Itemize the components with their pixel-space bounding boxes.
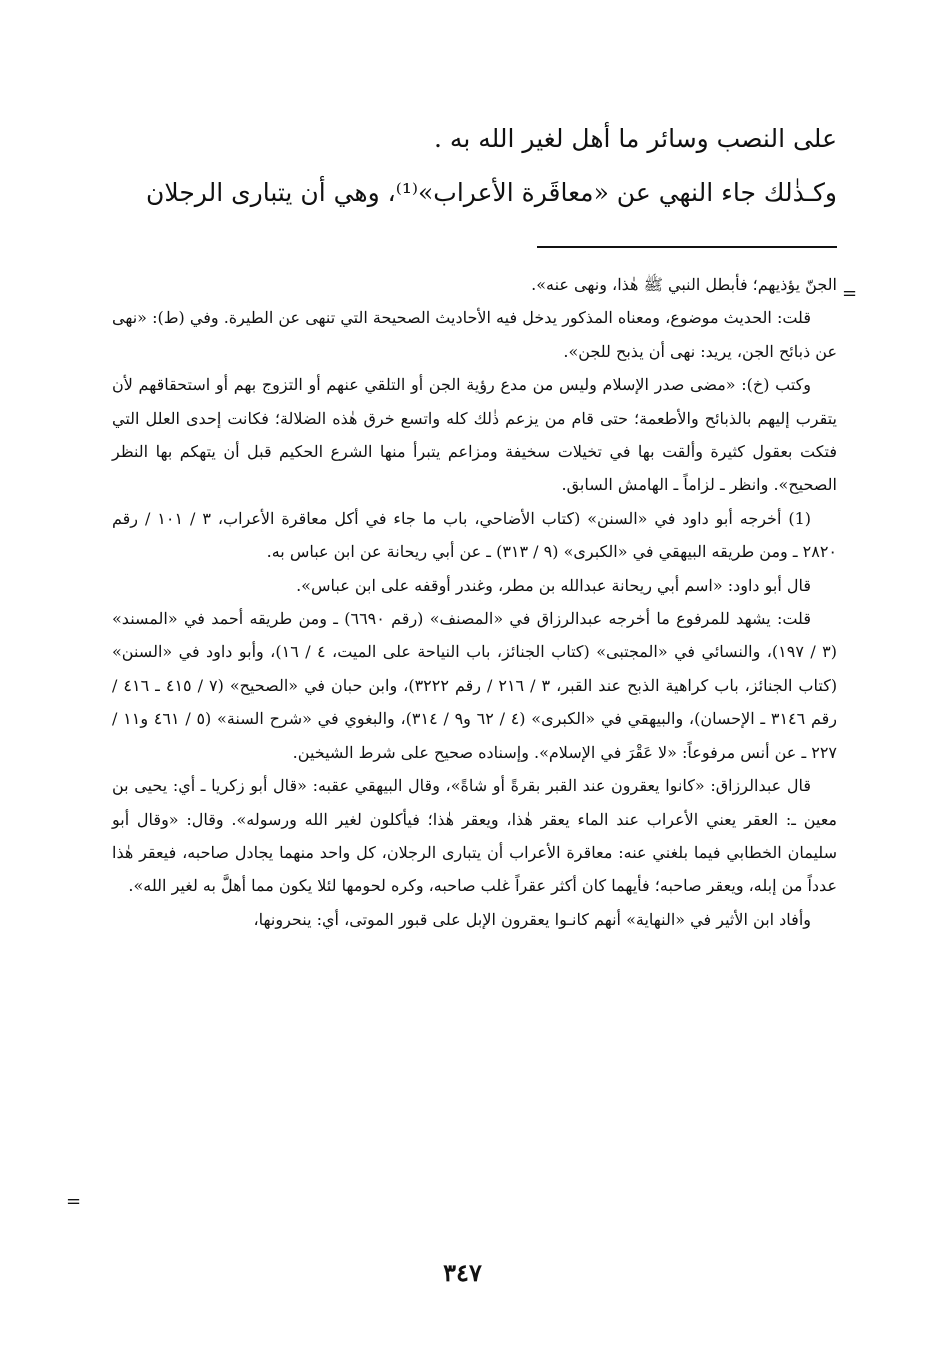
footnote-paragraph-2: قلت: الحديث موضوع، ومعناه المذكور يدخل فيه الأحاديث الصحيحة التي تنهى عن الطيرة. وفي (ط): «نهى عن ذبائح الجن، يريد: نهى أن يذبح للجن». <box>112 308 837 361</box>
page-number: ٣٤٧ <box>443 1258 482 1287</box>
footnote-paragraph-1: الجنّ يؤذيهم؛ فأبطل النبي ﷺ هٰذا، ونهى عنه». <box>531 275 837 294</box>
footnote-continuation-marker-bottom: = <box>66 1191 82 1212</box>
main-text-line-1: على النصب وسائر ما أهل لغير الله به . <box>434 124 837 153</box>
footnote-continuation-marker-top: = <box>842 283 858 304</box>
footnote-paragraph-7: قال عبدالرزاق: «كانوا يعقرون عند القبر بقرةً أو شاةً»، وقال البيهقي عقبه: «قال أبو زكريا ـ أي: يحيى بن معين ـ: العقر يعني الأعراب عند الماء يعقر هٰذا، ويعقر هٰذا؛ فيأكلون لغير الله ورسوله». وقال: «وقال أبو سليمان الخطابي فيما بلغني عنه: معاقرة الأعراب أن يتبارى الرجلان، كل واحد منهما يجادل صاحبه، فيعقر هٰذا عدداً من إبله، ويعقر صاحبه؛ فأيهما كان أكثر عقراً غلب صاحبه، وكره لحومها لئلا يكون مما أهلَّ به لغير الله». <box>112 776 838 896</box>
footnote-paragraph-6: قلت: يشهد للمرفوع ما أخرجه عبدالرزاق في «المصنف» (رقم ٦٦٩٠) ـ ومن طريقه أحمد في «المسند» (٣ / ١٩٧)، والنسائي في «المجتبى» (كتاب الجنائز، باب النياحة على الميت، ٤ / ١٦)، وأبو داود في «السنن» (كتاب الجنائز، باب كراهية الذبح عند القبر، ٣ / ٢١٦ / رقم ٣٢٢٢)، وابن حبان في «الصحيح» (٧ / ٤١٥ ـ ٤١٦ / رقم ٣١٤٦ ـ الإحسان)، والبيهقي في «الكبرى» (٤ / ٦٢ و٩ / ٣١٤)، والبغوي في «شرح السنة» (٥ / ٤٦١ و١١ / ٢٢٧ ـ عن أنس مرفوعاً: «لا عَقْرَ في الإسلام». وإسناده صحيح على شرط الشيخين. <box>112 609 838 762</box>
footnote-paragraph-5: قال أبو داود: «اسم أبي ريحانة عبدالله بن مطر، وغندر أوقفه على ابن عباس». <box>296 575 811 595</box>
footnote-paragraph-4: (1) أخرجه أبو داود في «السنن» (كتاب الأضاحي، باب ما جاء في أكل معاقرة الأعراب، ٣ / ١٠١ / رقم ٢٨٢٠ ـ ومن طريقه البيهقي في «الكبرى» (٩ / ٣١٣) ـ عن أبي ريحانة عن ابن عباس به. <box>112 508 837 562</box>
footnote-paragraph-3: وكتب (خ): «مضى صدر الإسلام وليس من مدع رؤية الجن أو التلقي عنهم أو التزوج بهم أو استحقاقهم لأن يتقرب إليهم بالذبائح والأطعمة؛ حتى قام من يزعم ذٰلك كله واتسع خرق هٰذه الضلالة؛ فكانت إحدى العلل التي فتكت بعقول كثيرة وألقت بها في تخيلات سخيفة ومزاعم يتبرأ منها الشرع الحكيم قبل أن يتهكم بها النظر الصحيح». وانظر ـ لزاماً ـ الهامش السابق. <box>112 375 837 495</box>
footnote-paragraph-8: وأفاد ابن الأثير في «النهاية» أنهم كانـوا يعقرون الإبل على قبور الموتى، أي: ينحرونها، <box>253 909 811 929</box>
footnotes-block <box>112 268 837 936</box>
footnote-divider <box>537 246 837 248</box>
main-text-line-2: وكـذٰلك جاء النهي عن «معاقَرة الأعراب»⁽¹⁾، وهي أن يتبارى الرجلان <box>146 178 837 207</box>
